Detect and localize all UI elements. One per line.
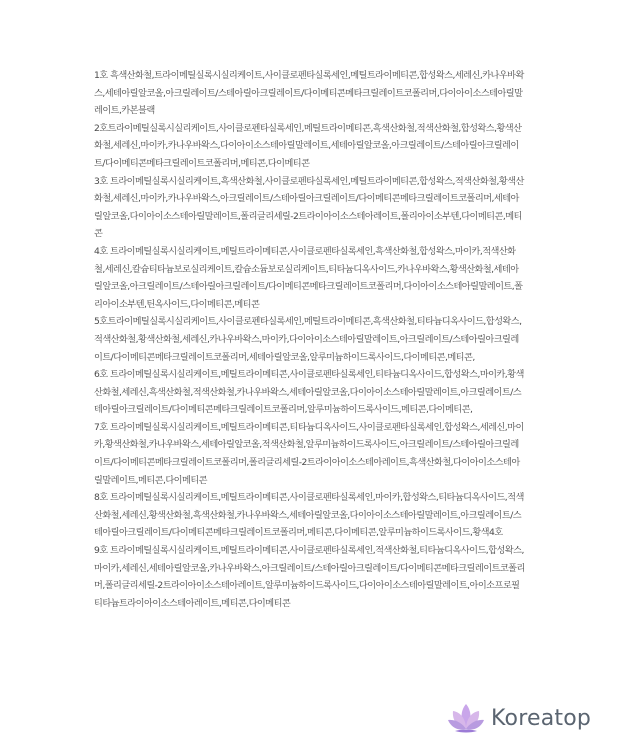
shade-5-ingredients: 5호트라이메틸실록시실리케이트,사이클로펜타실록세인,메틸트라이메티콘,흑색산화철,티타늄디옥사이드,합성왁스,적색산화철,황색산화철,세레신,카나우바왁스,마이카,다이아이소스테아릴말레이트,아크릴레이트/스테아릴아크릴레이트/다이메티콘메타크릴레이트코폴리머,세테아릴알코올,알루미늄하이드록사이드,다이메티콘,메티콘, bbox=[94, 316, 522, 363]
ingredient-list bbox=[94, 67, 526, 612]
shade-2-ingredients: 2호트라이메틸실록시실리케이트,사이클로펜타실록세인,메틸트라이메티콘,흑색산화철,적색산화철,합성왁스,황색산화철,세레신,마이카,카나우바왁스,다이아이소스테아릴말레이트,세테아릴알코올,아크릴레이트/스테아릴아크릴레이트/다이메티콘메타크릴레이트코폴리머,메티콘,다이메티콘 bbox=[94, 122, 522, 169]
lotus-icon bbox=[447, 702, 485, 734]
watermark-text: Koreatop bbox=[491, 705, 592, 731]
shade-9-ingredients: 9호 트라이메틸실록시실리케이트,메틸트라이메티콘,사이클로펜타실록세인,적색산화철,티타늄디옥사이드,합성왁스,마이카,세레신,세테아릴알코올,카나우바왁스,아크릴레이트/스테아릴아크릴레이트/다이메티콘메타크릴레이트코폴리머,폴리글리세릴-2트라이아이소스테아레이트,알루미늄하이드록사이드,다이아이소스테아릴말레이트,아이소프로필티타늄트라이아이소스테아레이트,메티콘,다이메티콘 bbox=[94, 545, 525, 609]
koreatop-watermark bbox=[447, 698, 591, 738]
shade-7-ingredients: 7호 트라이메틸실록시실리케이트,메틸트라이메티콘,티타늄디옥사이드,사이클로펜타실록세인,합성왁스,세레신,마이카,황색산화철,카나우바왁스,세테아릴알코올,적색산화철,알루미늄하이드록사이드,아크릴레이트/스테아릴아크릴레이트/다이메티콘메타크릴레이트코폴리머,폴리글리세릴-2트라이아이소스테아레이트,흑색산화철,다이아이소스테아릴말레이트,메티콘,다이메티콘 bbox=[94, 421, 524, 486]
shade-6-ingredients: 6호 트라이메틸실록시실리케이트,메틸트라이메티콘,사이클로펜타실록세인,티타늄디옥사이드,합성왁스,마이카,황색산화철,세레신,흑색산화철,적색산화철,카나우바왁스,세테아릴알코올,다이아이소스테아릴말레이트,아크릴레이트/스테아릴아크릴레이트/다이메티콘메타크릴레이트코폴리머,알루미늄하이드록사이드,메티콘,다이메티콘, bbox=[94, 369, 524, 416]
shade-3-ingredients: 3호 트라이메틸실록시실리케이트,흑색산화철,사이클로펜타실록세인,메틸트라이메티콘,합성왁스,적색산화철,황색산화철,세레신,마이카,카나우바왁스,아크릴레이트/스테아릴아크릴레이트/다이메티콘메타크릴레이트코폴리머,세테아릴알코올,다이아이소스테아릴말레이트,폴리글리세릴-2트라이아이소스테아레이트,폴리아이소부텐,다이메티콘,메티콘 bbox=[94, 175, 524, 240]
shade-8-ingredients: 8호 트라이메틸실록시실리케이트,메틸트라이메티콘,사이클로펜타실록세인,마이카,합성왁스,티타늄디옥사이드,적색산화철,세레신,황색산화철,흑색산화철,카나우바왁스,세테아릴알코올,다이아이소스테아릴말레이트,아크릴레이트/스테아릴아크릴레이트/다이메티콘메타크릴레이트코폴리머,메티콘,다이메티콘,알루미늄하이드록사이드,황색4호 bbox=[94, 492, 524, 539]
shade-4-ingredients: 4호 트라이메틸실록시실리케이트,메틸트라이메티콘,사이클로펜타실록세인,흑색산화철,합성왁스,마이카,적색산화철,세레신,칼슘티타늄보로실리케이트,칼슘소듐보로실리케이트,티타늄디옥사이드,카나우바왁스,황색산화철,세테아릴알코올,아크릴레이트/스테아릴아크릴레이트/다이메티콘메타크릴레이트코폴리머,다이아이소스테아릴말레이트,폴리아이소부텐,틴옥사이드,다이메티콘,메티콘 bbox=[94, 245, 523, 310]
shade-1-ingredients: 1호 흑색산화철,트라이메틸실록시실리케이트,사이클로펜타실록세인,메틸트라이메티콘,합성왁스,세레신,카나우바왁스,세테아릴알코올,아크릴레이트/스테아릴아크릴레이트/다이메티콘메타크릴레이트코폴리머,다이아이소스테아릴말레이트,카본블랙 bbox=[94, 70, 524, 117]
